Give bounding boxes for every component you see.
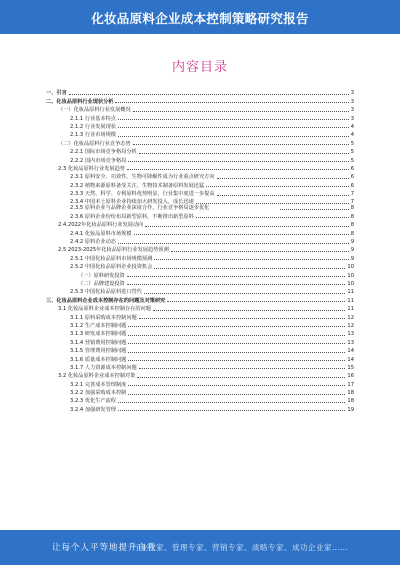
toc-entry-label: 2.3.1 原料安全、功效性、生物可降解性成为行业重点研究方向 — [70, 174, 215, 181]
toc-dot-leader — [139, 368, 346, 369]
toc-dot-leader — [154, 259, 348, 260]
toc-entry[interactable] — [46, 105, 354, 113]
toc-entry-label: 2.2.1 国际市场竞争格局分析 — [70, 149, 137, 156]
toc-entry[interactable] — [46, 88, 354, 96]
toc-dot-leader — [118, 119, 349, 120]
toc-entry[interactable] — [46, 337, 354, 345]
toc-dot-leader — [206, 186, 349, 187]
toc-entry-label: 3.1.6 质量成本控制问题 — [70, 356, 127, 363]
toc-entry-page: 11 — [347, 297, 354, 304]
toc-entry-label: 2.1.1 行业基本特点 — [70, 115, 116, 122]
toc-entry[interactable] — [46, 396, 354, 404]
toc-dot-leader — [167, 301, 345, 302]
toc-dot-leader — [118, 243, 349, 244]
toc-entry-label: （一）原料研发投资 — [78, 272, 125, 279]
toc-entry[interactable] — [46, 270, 354, 278]
toc-dot-leader — [171, 251, 349, 252]
toc-entry-label: 3.1.5 管理费用控制问题 — [70, 348, 127, 355]
toc-entry[interactable] — [46, 253, 354, 261]
toc-entry-label: 3.1 化妆品原料企业成本控制存在的问题 — [58, 306, 151, 313]
toc-entry-page: 3 — [350, 115, 354, 122]
toc-entry-page: 5 — [350, 149, 354, 156]
toc-dot-leader — [69, 94, 349, 95]
toc-entry-page: 6 — [350, 165, 354, 172]
toc-dot-leader — [217, 195, 349, 196]
toc-entry-page: 5 — [350, 157, 354, 164]
toc-dot-leader — [280, 209, 349, 210]
toc-entry[interactable] — [46, 379, 354, 387]
toc-dot-leader — [196, 217, 349, 218]
toc-dot-leader — [144, 293, 345, 294]
toc-entry-page: 3 — [350, 98, 354, 105]
toc-entry[interactable] — [46, 228, 354, 236]
toc-entry[interactable] — [46, 295, 354, 303]
toc-entry-label: 2.2.2 国内市场竞争格局 — [70, 157, 127, 164]
toc-entry[interactable] — [46, 130, 354, 138]
toc-entry-page: 8 — [350, 205, 355, 212]
toc-dot-leader — [128, 360, 345, 361]
toc-entry-label: 3.1.2 生产成本控制问题 — [70, 322, 127, 329]
toc-entry-page: 9 — [350, 247, 354, 254]
toc-entry-page: 6 — [350, 174, 354, 181]
toc-dot-leader — [196, 203, 349, 204]
toc-entry-label: 一、引言 — [46, 90, 67, 97]
toc-entry[interactable] — [46, 113, 354, 121]
toc-dot-leader — [139, 153, 349, 154]
toc-entry-label: 2.3.3 天然、科学、专利原料优势明显，行业集中度进一步提高 — [70, 191, 215, 198]
toc-entry-label: 2.3.2 植物来源原料备受关注，生物技术制备原料发展迅猛 — [70, 182, 205, 189]
toc-entry-page: 18 — [347, 390, 354, 397]
toc-entry-page: 8 — [350, 230, 354, 237]
toc-entry[interactable] — [46, 404, 354, 412]
toc-entry-page: 5 — [350, 140, 354, 147]
toc-entry-label: 2.5 2023-2025年化妆品原料行业发展趋势预测 — [58, 247, 169, 254]
toc-entry-page: 8 — [350, 213, 354, 220]
toc-dot-leader — [115, 102, 348, 103]
toc-entry[interactable] — [46, 321, 354, 329]
toc-entry[interactable] — [46, 122, 354, 130]
toc-dot-leader — [128, 352, 345, 353]
toc-entry-page: 17 — [347, 381, 354, 388]
toc-entry-page: 3 — [350, 90, 354, 97]
toc-entry-page: 18 — [347, 398, 354, 405]
toc-entry[interactable] — [46, 329, 354, 337]
toc-dot-leader — [118, 136, 349, 137]
toc-dot-leader — [118, 127, 349, 128]
toc-dot-leader — [137, 377, 345, 378]
toc-dot-leader — [118, 410, 345, 411]
toc-entry-label: 2.1.2 行业发展现状 — [70, 123, 116, 130]
toc-entry[interactable] — [46, 220, 354, 228]
toc-entry-page: 11 — [347, 306, 354, 313]
toc-entry-label: 2.4.2 原料企业动态 — [70, 239, 116, 246]
toc-entry-label: （二）化妆品原料行业竞争态势 — [58, 140, 131, 147]
toc-dot-leader — [128, 161, 348, 162]
toc-entry[interactable] — [46, 363, 354, 371]
toc-entry[interactable] — [46, 262, 354, 270]
toc-dot-leader — [127, 169, 349, 170]
footer-slogan: 让每个人平等地提升自我 — [52, 543, 157, 553]
toc-dot-leader — [128, 335, 345, 336]
toc-entry-page: 7 — [350, 199, 354, 206]
toc-entry-label: 2.3.5 原料企业与品牌企业深度合作，行业竞争格局逐步优化 — [70, 205, 210, 212]
toc-entry[interactable] — [46, 138, 354, 146]
toc-dot-leader — [133, 144, 349, 145]
toc-entry[interactable] — [46, 279, 354, 287]
toc-entry-label: 3.1.1 原料采购成本控制问题 — [70, 314, 137, 321]
toc-entry-page: 11 — [347, 289, 354, 296]
toc-entry[interactable] — [46, 312, 354, 320]
toc-entry-page: 10 — [347, 272, 354, 279]
toc-entry-page: 15 — [347, 364, 354, 371]
toc-dot-leader — [127, 276, 346, 277]
toc-entry[interactable] — [46, 371, 354, 379]
toc-entry-label: 3.2.1 完善成本管理制度 — [70, 381, 127, 388]
toc-dot-leader — [128, 343, 345, 344]
toc-entry[interactable] — [46, 304, 354, 312]
toc-entry-label: 2.4 2022年化妆品原料行业发展动向 — [58, 222, 144, 229]
toc-dot-leader — [118, 402, 345, 403]
toc-entry[interactable] — [46, 287, 354, 295]
toc-entry[interactable] — [46, 172, 354, 180]
toc-dot-leader — [128, 394, 345, 395]
report-title: 化妆品原料企业成本控制策略研究报告 — [91, 11, 309, 26]
toc-entry-label: 2.5.2 中国化妆品原料企业投资机会 — [70, 264, 153, 271]
toc-entry-page: 3 — [350, 107, 354, 114]
toc-entry-page: 4 — [350, 123, 354, 130]
toc-entry[interactable] — [46, 211, 354, 219]
toc-heading: 内容目录 — [171, 60, 228, 75]
toc-entry-label: 二、化妆品原料行业现状分析 — [46, 98, 114, 105]
toc-entry-page: 10 — [347, 280, 354, 287]
toc-entry-label: 2.1.3 行业市场规模 — [70, 132, 116, 139]
toc-entry-page: 8 — [350, 222, 354, 229]
toc-entry-page: 14 — [347, 348, 354, 355]
toc-entry-label: 2.3.4 中国本土原料企业持续加大研发投入，成长迅速 — [70, 199, 194, 206]
toc-entry-label: 3.2.3 优化生产流程 — [70, 398, 116, 405]
toc-dot-leader — [134, 234, 349, 235]
toc-entry-page: 16 — [347, 373, 354, 380]
toc-entry-page: 13 — [347, 339, 354, 346]
toc-entry-page: 19 — [347, 406, 354, 413]
toc-entry[interactable] — [46, 164, 354, 172]
toc-dot-leader — [217, 178, 349, 179]
toc-entry-page: 13 — [347, 331, 354, 338]
toc-entry-label: 2.5.3 中国化妆品原料进口替代 — [70, 289, 142, 296]
toc-entry-page: 12 — [347, 314, 354, 321]
toc-entry[interactable] — [46, 237, 354, 245]
toc-entry-label: 2.3 化妆品原料行业发展趋势 — [58, 165, 125, 172]
toc-entry-page: 7 — [350, 191, 354, 198]
toc-dot-leader — [139, 318, 346, 319]
toc-dot-leader — [128, 385, 345, 386]
toc-entry[interactable] — [46, 346, 354, 354]
toc-entry[interactable] — [46, 180, 354, 188]
toc-entry[interactable] — [46, 147, 354, 155]
toc-entry-label: （二）品牌建设投资 — [78, 280, 125, 287]
toc-entry-page: 9 — [350, 255, 354, 262]
toc-entry-page: 10 — [347, 264, 354, 271]
toc-entry-label: 3.1.4 营销费用控制问题 — [70, 339, 127, 346]
toc-entry-page: 14 — [347, 356, 354, 363]
toc-entry[interactable] — [46, 388, 354, 396]
toc-entry-label: 3.2.2 加强采购成本控制 — [70, 390, 127, 397]
toc-entry[interactable] — [46, 155, 354, 163]
toc-entry-label: 3.1.7 人力资源成本控制问题 — [70, 364, 137, 371]
footer-tagline: 行业专家、管理专家、营销专家、战略专家、成功企业家…… — [132, 543, 348, 552]
toc-entry-label: 3.1.3 研发成本控制问题 — [70, 331, 127, 338]
toc-dot-leader — [128, 326, 345, 327]
toc-entry-label: 2.5.1 中国化妆品原料市场规模预测 — [70, 255, 153, 262]
toc-dot-leader — [153, 310, 345, 311]
toc-entry[interactable] — [46, 189, 354, 197]
toc-dot-leader — [127, 284, 346, 285]
toc-entry-page: 9 — [350, 239, 354, 246]
table-of-contents — [46, 88, 354, 413]
toc-dot-leader — [154, 268, 345, 269]
toc-entry-page: 4 — [350, 132, 354, 139]
toc-entry-label: （一）化妆品原料行业发展概况 — [58, 107, 131, 114]
toc-entry[interactable] — [46, 96, 354, 104]
toc-entry-page: 12 — [347, 322, 354, 329]
toc-entry-label: 2.4.1 化妆品原料市场规模 — [70, 230, 132, 237]
toc-dot-leader — [133, 111, 349, 112]
toc-entry-page: 6 — [350, 182, 354, 189]
toc-entry[interactable] — [46, 245, 354, 253]
toc-dot-leader — [145, 226, 348, 227]
toc-entry-label: 3.2.4 加强研发管理 — [70, 406, 116, 413]
toc-entry-label: 三、化妆品原料企业成本控制存在的问题及对策研究 — [46, 297, 166, 304]
toc-entry-label: 2.3.6 原料企业纷纷布局新型原料，不断推出新型原料 — [70, 213, 194, 220]
toc-entry[interactable] — [46, 354, 354, 362]
toc-entry-label: 3.2 化妆品原料企业成本控制对策 — [58, 373, 136, 380]
